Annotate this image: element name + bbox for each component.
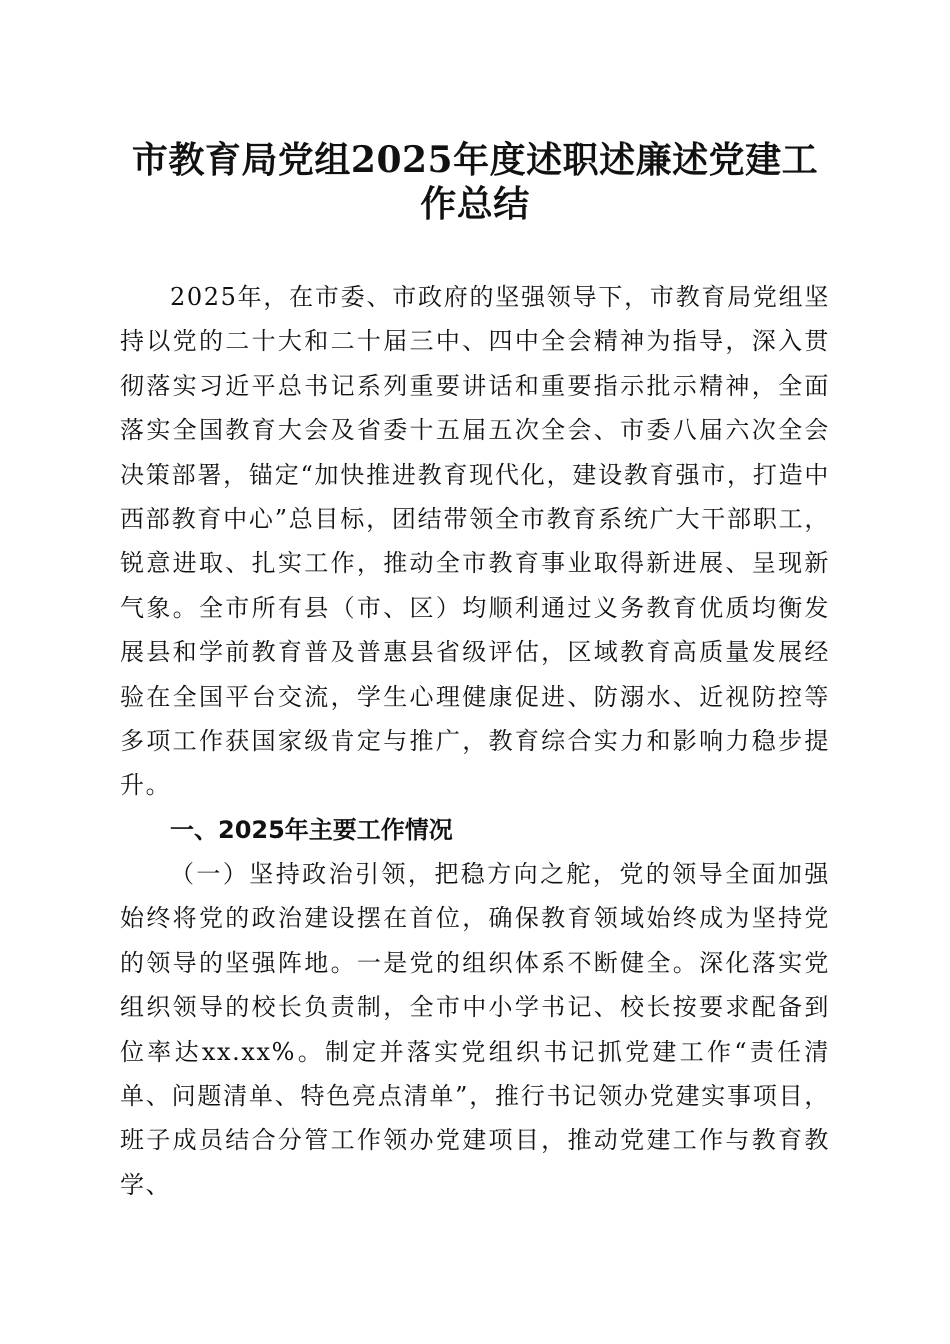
section-paragraph: （一）坚持政治引领，把稳方向之舵，党的领导全面加强始终将党的政治建设摆在首位，确保教育领域始终成为坚持党的领导的坚强阵地。一是党的组织体系不断健全。深化落实党组织领导的校长负责制，全市中小学书记、校长按要求配备到位率达xx.xx%。制定并落实党组织书记抓党建工作“责任清单、问题清单、特色亮点清单”，推行书记领办党建实事项目，班子成员结合分管工作领办党建项目，推动党建工作与教育教学、 bbox=[120, 860, 830, 1199]
intro-paragraph: 2025年，在市委、市政府的坚强领导下，市教育局党组坚持以党的二十大和二十届三中、四中全会精神为指导，深入贯彻落实习近平总书记系列重要讲话和重要指示批示精神，全面落实全国教育大会及省委十五届五次全会、市委八届六次全会决策部署，锚定“加快推进教育现代化，建设教育强市，打造中西部教育中心”总目标，团结带领全市教育系统广大干部职工，锐意进取、扎实工作，推动全市教育事业取得新进展、呈现新气象。全市所有县（市、区）均顺利通过义务教育优质均衡发展县和学前教育普及普惠县省级评估，区域教育高质量发展经验在全国平台交流，学生心理健康促进、防溺水、近视防控等多项工作获国家级肯定与推广，教育综合实力和影响力稳步提升。 bbox=[120, 283, 830, 800]
document-title: 市教育局党组2025年度述职述廉述党建工作总结 bbox=[131, 139, 819, 225]
section-heading: 一、2025年主要工作情况 bbox=[170, 816, 453, 844]
